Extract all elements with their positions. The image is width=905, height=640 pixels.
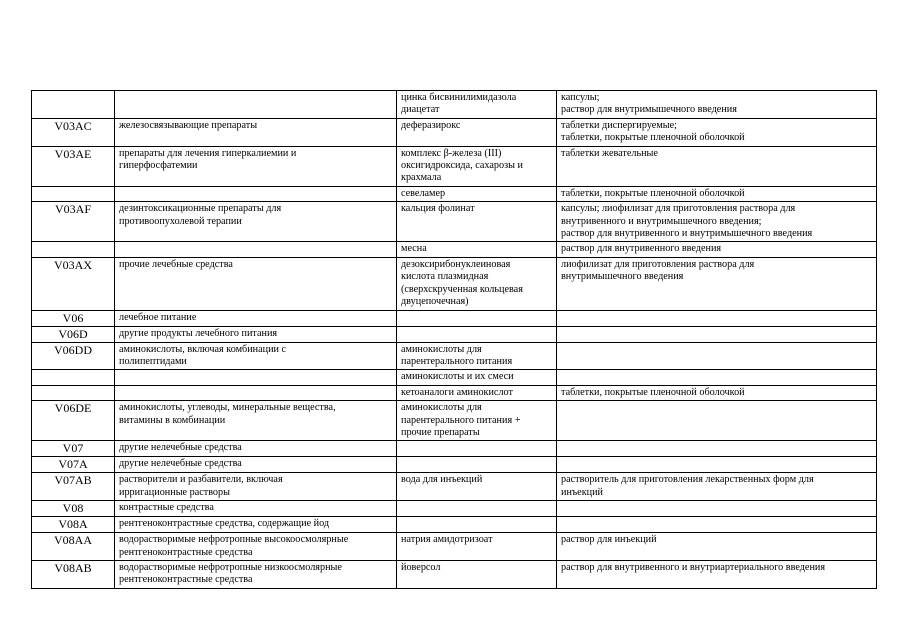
anatomical-therapeutic-group-cell: другие продукты лечебного питания [115, 326, 397, 342]
dosage-form-cell: раствор для внутривенного и внутриартериального введения [557, 560, 877, 588]
table-row [32, 441, 877, 457]
table-row [32, 91, 877, 119]
table-row [32, 457, 877, 473]
anatomical-therapeutic-group-cell: другие нелечебные средства [115, 441, 397, 457]
anatomical-therapeutic-group-cell [115, 242, 397, 257]
table-row [32, 370, 877, 385]
dosage-form-cell: таблетки диспергируемые; таблетки, покрытые пленочной оболочкой [557, 118, 877, 146]
dosage-form-cell: раствор для инъекций [557, 533, 877, 561]
table-row [32, 517, 877, 533]
medicinal-substance-cell [397, 457, 557, 473]
anatomical-therapeutic-group-cell: рентгеноконтрастные средства, содержащие йод [115, 517, 397, 533]
dosage-form-cell: лиофилизат для приготовления раствора для внутримышечного введения [557, 257, 877, 310]
dosage-form-cell [557, 342, 877, 370]
medicinal-substance-cell: кальция фолинат [397, 202, 557, 242]
atc-code-cell [32, 242, 115, 257]
dosage-form-cell [557, 517, 877, 533]
medicinal-substance-cell [397, 441, 557, 457]
medicinal-substance-cell: аминокислоты для парентерального питания [397, 342, 557, 370]
medicinal-substance-cell: цинка бисвинилимидазола диацетат [397, 91, 557, 119]
dosage-form-cell [557, 370, 877, 385]
dosage-form-cell [557, 326, 877, 342]
medicinal-substance-cell: деферазирокс [397, 118, 557, 146]
anatomical-therapeutic-group-cell [115, 91, 397, 119]
drug-classification-table [31, 90, 877, 589]
table-row [32, 560, 877, 588]
atc-code-cell: V07A [32, 457, 115, 473]
anatomical-therapeutic-group-cell: водорастворимые нефротропные низкоосмолярные рентгеноконтрастные средства [115, 560, 397, 588]
atc-code-cell: V06D [32, 326, 115, 342]
dosage-form-cell [557, 457, 877, 473]
dosage-form-cell: раствор для внутривенного введения [557, 242, 877, 257]
atc-code-cell: V03AX [32, 257, 115, 310]
dosage-form-cell [557, 441, 877, 457]
dosage-form-cell [557, 501, 877, 517]
medicinal-substance-cell: кетоаналоги аминокислот [397, 385, 557, 400]
atc-code-cell [32, 91, 115, 119]
anatomical-therapeutic-group-cell: дезинтоксикационные препараты для противоопухолевой терапии [115, 202, 397, 242]
table-row [32, 385, 877, 400]
atc-code-cell [32, 370, 115, 385]
medicinal-substance-cell: вода для инъекций [397, 473, 557, 501]
dosage-form-cell: таблетки, покрытые пленочной оболочкой [557, 186, 877, 201]
table-row [32, 401, 877, 441]
dosage-form-cell: таблетки жевательные [557, 146, 877, 186]
dosage-form-cell: растворитель для приготовления лекарственных форм для инъекций [557, 473, 877, 501]
anatomical-therapeutic-group-cell: другие нелечебные средства [115, 457, 397, 473]
anatomical-therapeutic-group-cell: лечебное питание [115, 310, 397, 326]
atc-code-cell: V08 [32, 501, 115, 517]
dosage-form-cell: капсулы; лиофилизат для приготовления раствора для внутривенного и внутримышечного введения; раствор для внутривенного и внутримышечного введения [557, 202, 877, 242]
anatomical-therapeutic-group-cell: аминокислоты, включая комбинации с полипептидами [115, 342, 397, 370]
dosage-form-cell [557, 310, 877, 326]
table-row [32, 473, 877, 501]
medicinal-substance-cell: месна [397, 242, 557, 257]
table-row [32, 326, 877, 342]
medicinal-substance-cell: аминокислоты для парентерального питания + прочие препараты [397, 401, 557, 441]
table-row [32, 533, 877, 561]
medicinal-substance-cell: дезоксирибонуклеиновая кислота плазмидная (сверхскрученная кольцевая двуцепочечная) [397, 257, 557, 310]
atc-code-cell: V06 [32, 310, 115, 326]
anatomical-therapeutic-group-cell [115, 370, 397, 385]
anatomical-therapeutic-group-cell: растворители и разбавители, включая ирригационные растворы [115, 473, 397, 501]
atc-code-cell: V07AB [32, 473, 115, 501]
anatomical-therapeutic-group-cell: прочие лечебные средства [115, 257, 397, 310]
table-row [32, 310, 877, 326]
medicinal-substance-cell: комплекс β-железа (III) оксигидроксида, сахарозы и крахмала [397, 146, 557, 186]
table-row [32, 501, 877, 517]
dosage-form-cell: таблетки, покрытые пленочной оболочкой [557, 385, 877, 400]
atc-code-cell: V03AC [32, 118, 115, 146]
atc-code-cell: V03AE [32, 146, 115, 186]
atc-code-cell: V06DD [32, 342, 115, 370]
anatomical-therapeutic-group-cell [115, 186, 397, 201]
dosage-form-cell [557, 401, 877, 441]
table-row [32, 202, 877, 242]
medicinal-substance-cell: севеламер [397, 186, 557, 201]
anatomical-therapeutic-group-cell: железосвязывающие препараты [115, 118, 397, 146]
table-row [32, 342, 877, 370]
anatomical-therapeutic-group-cell: препараты для лечения гиперкалиемии и гиперфосфатемии [115, 146, 397, 186]
anatomical-therapeutic-group-cell: контрастные средства [115, 501, 397, 517]
atc-code-cell [32, 385, 115, 400]
atc-code-cell [32, 186, 115, 201]
anatomical-therapeutic-group-cell: водорастворимые нефротропные высокоосмолярные рентгеноконтрастные средства [115, 533, 397, 561]
atc-code-cell: V08AB [32, 560, 115, 588]
medicinal-substance-cell: натрия амидотризоат [397, 533, 557, 561]
table-body [32, 91, 877, 589]
atc-code-cell: V03AF [32, 202, 115, 242]
atc-code-cell: V06DE [32, 401, 115, 441]
anatomical-therapeutic-group-cell [115, 385, 397, 400]
table-row [32, 146, 877, 186]
table-row [32, 242, 877, 257]
table-row [32, 257, 877, 310]
medicinal-substance-cell: йоверсол [397, 560, 557, 588]
medicinal-substance-cell: аминокислоты и их смеси [397, 370, 557, 385]
table-row [32, 186, 877, 201]
atc-code-cell: V08AA [32, 533, 115, 561]
table-row [32, 118, 877, 146]
dosage-form-cell: капсулы; раствор для внутримышечного введения [557, 91, 877, 119]
medicinal-substance-cell [397, 326, 557, 342]
atc-code-cell: V08A [32, 517, 115, 533]
anatomical-therapeutic-group-cell: аминокислоты, углеводы, минеральные вещества, витамины в комбинации [115, 401, 397, 441]
medicinal-substance-cell [397, 517, 557, 533]
atc-code-cell: V07 [32, 441, 115, 457]
medicinal-substance-cell [397, 310, 557, 326]
medicinal-substance-cell [397, 501, 557, 517]
